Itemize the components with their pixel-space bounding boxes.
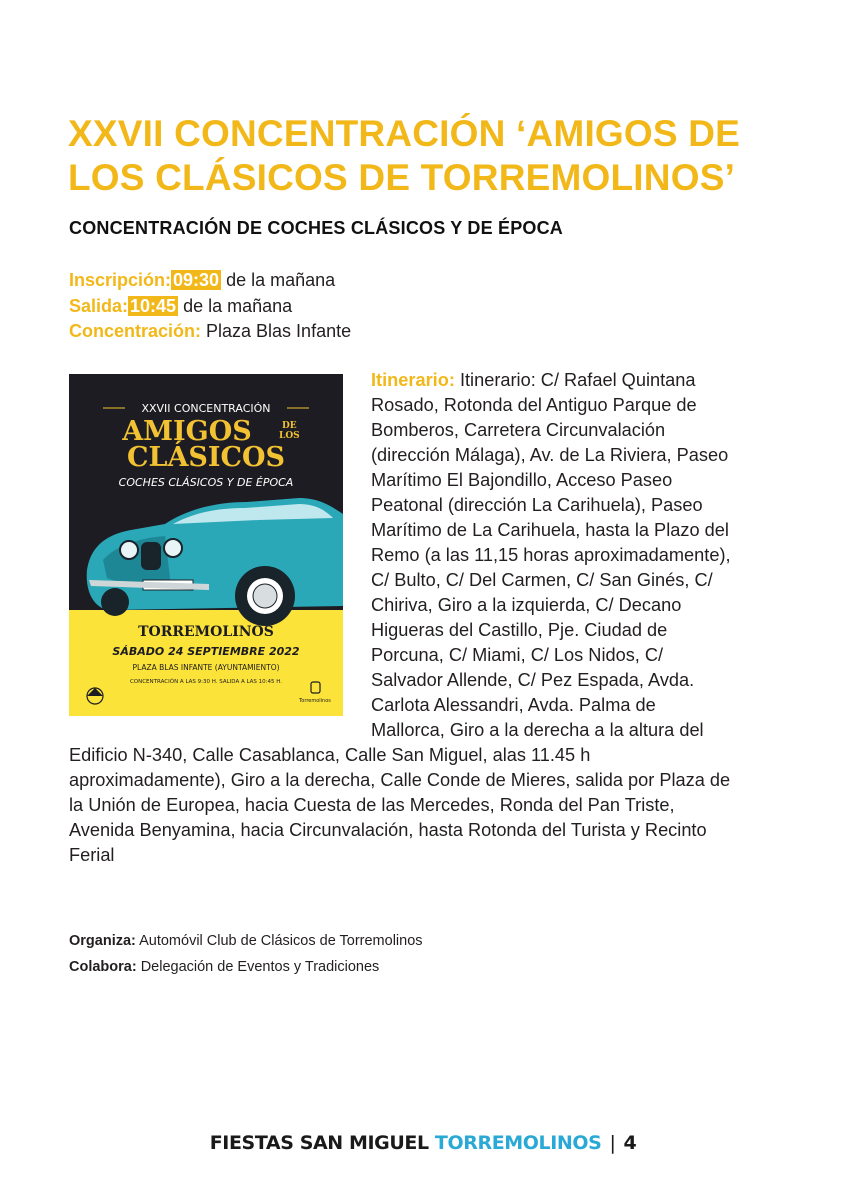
concentracion-value: Plaza Blas Infante — [201, 321, 352, 341]
salida-time: 10:45 — [130, 295, 177, 316]
footer-fiestas: FIESTAS SAN MIGUEL — [209, 1132, 435, 1154]
concentracion-row — [69, 319, 351, 345]
concentracion-label: Concentración: — [69, 321, 202, 341]
footer-torremolinos: TORREMOLINOS — [434, 1132, 602, 1154]
poster-los: LOS — [279, 431, 300, 441]
title-line-1: XXVII CONCENTRACIÓN ‘AMIGOS DE — [68, 113, 741, 154]
organiza-row — [69, 928, 423, 954]
poster-artwork — [69, 374, 343, 716]
colabora-value: Delegación de Eventos y Tradiciones — [136, 959, 380, 975]
inscripcion-suffix: de la mañana — [221, 270, 336, 290]
itinerary-text: Itinerario: C/ Rafael Quintana Rosado, Rotonda del Antiguo Parque de Bomberos, Carretera Circunvalación (dirección Málaga), Av. de La Riviera, Paseo Marítimo El Bajondillo, Acceso Paseo Peatonal (dirección La Carihuela), Paseo Marítimo de La Carihuela, hasta la Plazo del Remo (a las 11,15 horas aproximadamente), C/ Bulto, C/ Del Carmen, C/ San Ginés, C/ Chiriva, Giro a la izquierda, C/ Decano Higueras del Castillo, Pje. Ciudad de Porcuna, C/ Miami, C/ Los Nidos, C/ Salvador Allende, C/ Pez Espada, Avda. Carlota Alessandri, Avda. Palma de Mallorca, Giro a la derecha a la altura del Edificio N-340, Calle Casablanca, Calle San Miguel, alas 11.45 h aproximadamente), Giro a la derecha, Calle Conde de Mieres, salida por Plaza de la Unión de Europea, hacia Cuesta de las Mercedes, Ronda del Pan Triste, Avenida Benyamina, hacia Circunvalación, hasta Rotonda del Turista y Recinto Ferial — [69, 370, 731, 865]
salida-label: Salida: — [69, 295, 129, 316]
poster-times: CONCENTRACIÓN A LAS 9:30 H. SALIDA A LAS 10:45 H. — [129, 679, 283, 685]
inscripcion-row — [69, 268, 351, 294]
poster-line1: XXVII CONCENTRACIÓN — [141, 402, 271, 415]
inscripcion-time: 09:30 — [173, 270, 220, 290]
colabora-label: Colabora: — [69, 959, 137, 975]
poster-tagline: COCHES CLÁSICOS Y DE ÉPOCA — [118, 476, 294, 489]
poster-date: SÁBADO 24 SEPTIEMBRE 2022 — [112, 645, 300, 658]
poster-amigos: AMIGOS — [122, 416, 252, 447]
subtitle: CONCENTRACIÓN DE COCHES CLÁSICOS Y DE ÉPOCA — [69, 218, 563, 238]
page-number: 4 — [623, 1132, 637, 1154]
event-info — [69, 268, 351, 345]
poster-clasicos: CLÁSICOS — [126, 442, 286, 473]
credits — [69, 928, 423, 980]
inscripcion-label: Inscripción: — [69, 270, 172, 290]
poster-de: DE — [282, 421, 297, 431]
salida-row — [69, 294, 351, 320]
poster-city: TORREMOLINOS — [138, 624, 274, 640]
itinerary-label: Itinerario: — [371, 370, 455, 390]
organiza-label: Organiza: — [69, 933, 136, 949]
salida-suffix: de la mañana — [178, 295, 293, 316]
poster-place: PLAZA BLAS INFANTE (AYUNTAMIENTO) — [132, 663, 280, 672]
title-line-2: LOS CLÁSICOS DE TORREMOLINOS’ — [68, 157, 736, 198]
organiza-value: Automóvil Club de Clásicos de Torremolinos — [135, 933, 423, 949]
page-title — [68, 112, 788, 200]
poster-logo-text: Torremolinos — [299, 698, 331, 704]
colabora-row — [69, 954, 423, 980]
page-footer — [0, 1132, 846, 1154]
event-poster — [69, 374, 343, 716]
footer-separator: | — [609, 1132, 616, 1154]
